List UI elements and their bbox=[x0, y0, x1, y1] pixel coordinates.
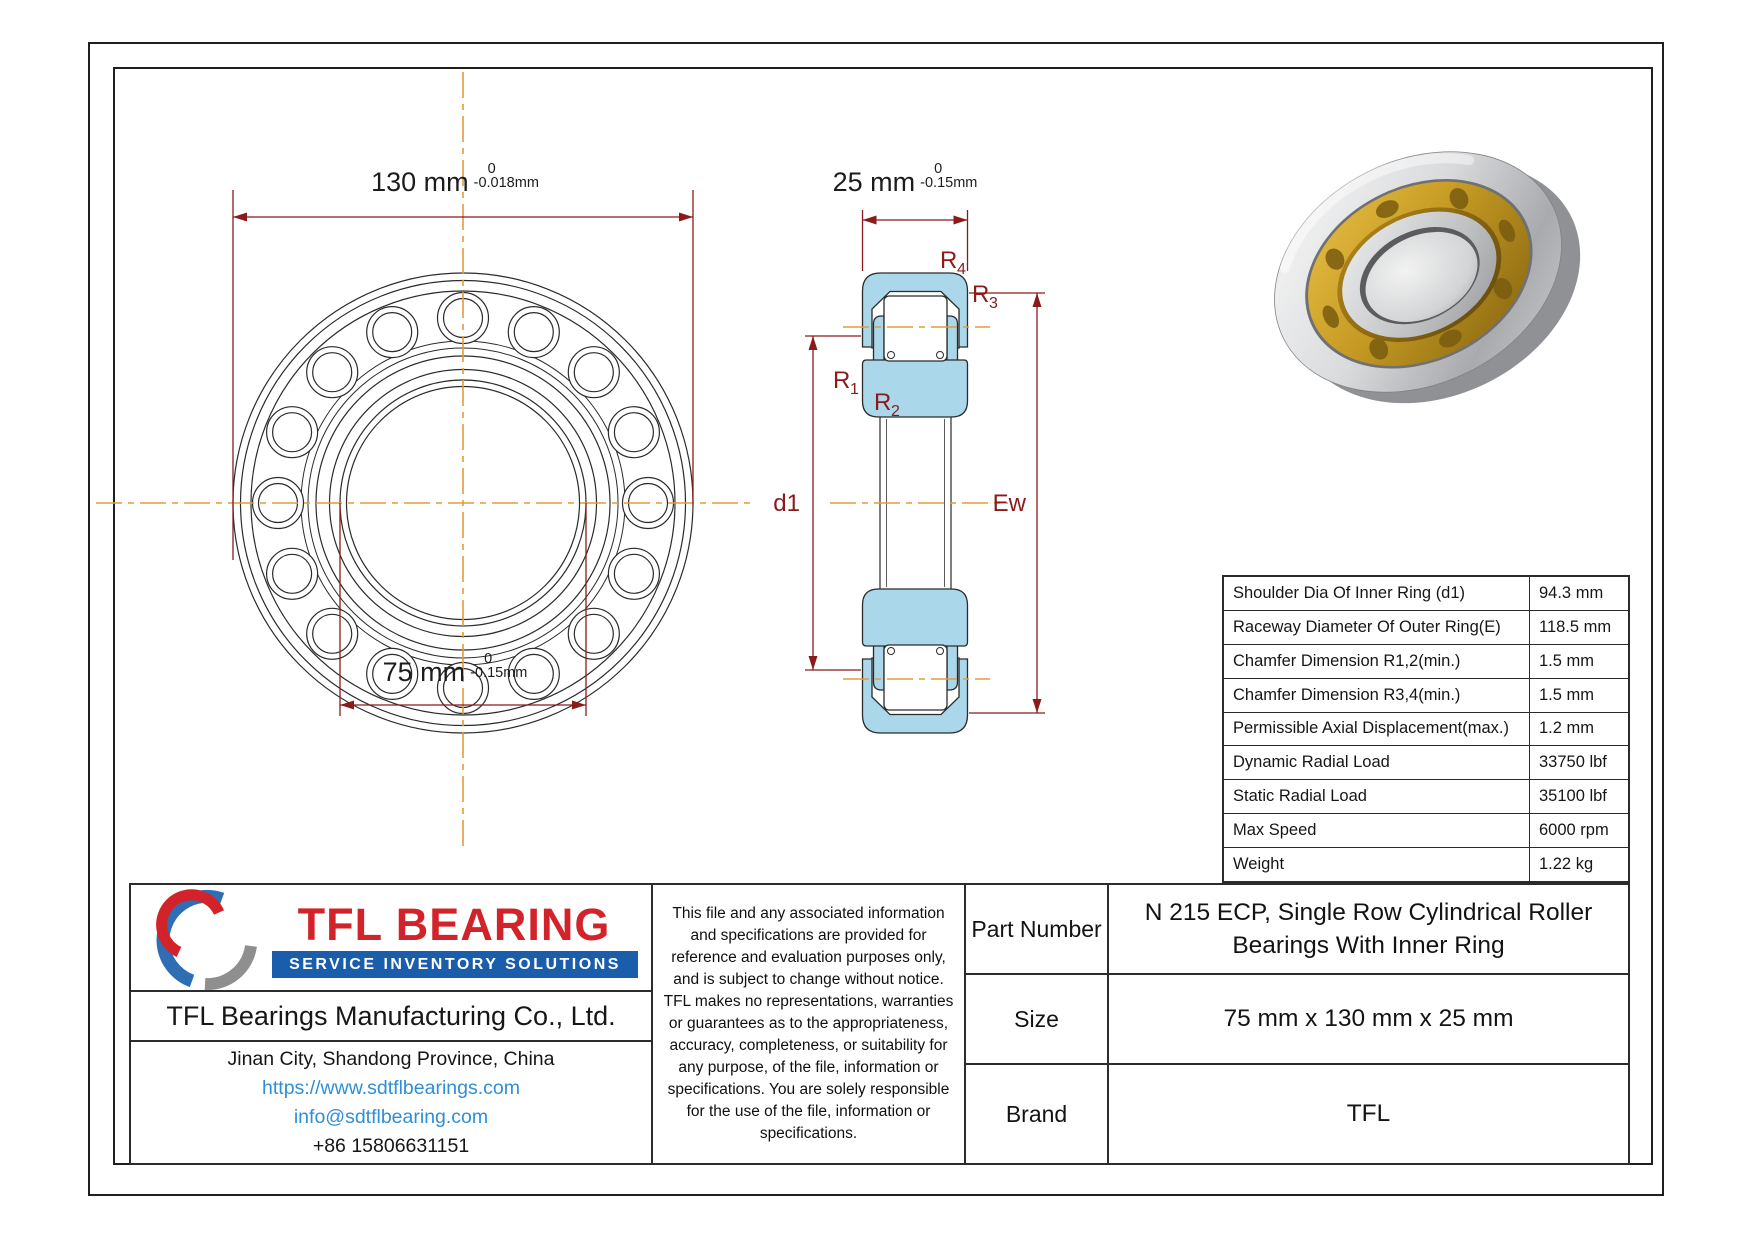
disclaimer-cell bbox=[653, 885, 966, 1163]
spec-value: 6000 rpm bbox=[1530, 814, 1630, 848]
email-link[interactable]: info@sdtflbearing.com bbox=[293, 1105, 489, 1128]
dimension-od-value: 130 mm bbox=[371, 167, 469, 197]
svg-text:3: 3 bbox=[989, 295, 998, 312]
table-row bbox=[1223, 576, 1629, 610]
logo-wordmark: TFL BEARING bbox=[297, 899, 611, 950]
roller-section bbox=[884, 296, 947, 361]
spec-label: Max Speed bbox=[1223, 814, 1530, 848]
table-row bbox=[1223, 610, 1629, 644]
bore-tol-upper: 0 bbox=[484, 651, 493, 667]
table-row bbox=[1223, 848, 1629, 882]
table-row bbox=[1223, 678, 1629, 712]
phone-number: +86 15806631151 bbox=[312, 1134, 470, 1157]
spec-label: Shoulder Dia Of Inner Ring (d1) bbox=[1223, 576, 1530, 610]
dimension-width bbox=[790, 161, 1020, 197]
inner-ring-flange bbox=[874, 316, 885, 362]
label-d1: d1 bbox=[773, 490, 800, 517]
svg-text:2: 2 bbox=[891, 403, 900, 420]
label-r3: R bbox=[972, 281, 990, 308]
spec-value: 33750 lbf bbox=[1530, 746, 1630, 780]
spec-value: 1.2 mm bbox=[1530, 712, 1630, 746]
field-label-brand: Brand bbox=[966, 1065, 1109, 1163]
spec-value: 1.22 kg bbox=[1530, 848, 1630, 882]
spec-label: Dynamic Radial Load bbox=[1223, 746, 1530, 780]
table-row bbox=[1223, 644, 1629, 678]
spec-label: Raceway Diameter Of Outer Ring(E) bbox=[1223, 610, 1530, 644]
label-ew: Ew bbox=[992, 490, 1026, 517]
table-row bbox=[1223, 814, 1629, 848]
logo-tagline-banner: SERVICE INVENTORY SOLUTIONS bbox=[272, 951, 638, 978]
dimension-bore bbox=[340, 651, 570, 687]
spec-label: Static Radial Load bbox=[1223, 780, 1530, 814]
spec-table bbox=[1222, 575, 1630, 883]
company-name: TFL Bearings Manufacturing Co., Ltd. bbox=[131, 990, 651, 1042]
od-tol-upper: 0 bbox=[487, 161, 496, 177]
label-r1: R bbox=[833, 367, 851, 394]
table-row bbox=[1223, 712, 1629, 746]
table-row bbox=[1223, 746, 1629, 780]
width-tol-upper: 0 bbox=[934, 161, 943, 177]
bearing-photo-3d bbox=[1234, 100, 1621, 454]
svg-text:1: 1 bbox=[850, 381, 859, 398]
spec-label: Permissible Axial Displacement(max.) bbox=[1223, 712, 1530, 746]
spec-label: Weight bbox=[1223, 848, 1530, 882]
spec-value: 1.5 mm bbox=[1530, 644, 1630, 678]
inner-ring-flange bbox=[947, 316, 958, 362]
field-value-part-number: N 215 ECP, Single Row Cylindrical Roller Bearings With Inner Ring bbox=[1109, 885, 1628, 975]
spec-label: Chamfer Dimension R3,4(min.) bbox=[1223, 678, 1530, 712]
bore-tol-lower: -0.15mm bbox=[470, 665, 528, 681]
contact-block bbox=[131, 1042, 651, 1163]
table-row bbox=[1223, 780, 1629, 814]
website-link[interactable]: https://www.sdtflbearings.com bbox=[262, 1076, 520, 1099]
dimension-bore-value: 75 mm bbox=[382, 657, 466, 687]
field-label-size: Size bbox=[966, 975, 1109, 1065]
field-value-size: 75 mm x 130 mm x 25 mm bbox=[1109, 975, 1628, 1065]
spec-label: Chamfer Dimension R1,2(min.) bbox=[1223, 644, 1530, 678]
spec-value: 118.5 mm bbox=[1530, 610, 1630, 644]
disclaimer-text: This file and any associated information and specifications are provided for reference and evaluation purposes only, and is subject to change without notice. TFL makes no representations, warranties or guarantees as to the appropriateness, accuracy, completeness, or suitability for any purpose, of the file, information or specifications. You are solely responsible for the use of the file, information or specifications. bbox=[663, 905, 954, 1142]
spec-value: 1.5 mm bbox=[1530, 678, 1630, 712]
dimension-width-value: 25 mm bbox=[832, 167, 916, 197]
od-tol-lower: -0.018mm bbox=[473, 175, 539, 191]
field-value-brand: TFL bbox=[1346, 1100, 1391, 1128]
svg-text:4: 4 bbox=[957, 261, 966, 278]
label-r4: R bbox=[940, 247, 958, 274]
company-address: Jinan City, Shandong Province, China bbox=[227, 1047, 555, 1070]
spec-value: 94.3 mm bbox=[1530, 576, 1630, 610]
spec-value: 35100 lbf bbox=[1530, 780, 1630, 814]
width-tol-lower: -0.15mm bbox=[920, 175, 978, 191]
label-r2: R bbox=[874, 389, 892, 416]
dimension-od bbox=[340, 161, 570, 197]
field-label-part-number: Part Number bbox=[966, 885, 1109, 975]
